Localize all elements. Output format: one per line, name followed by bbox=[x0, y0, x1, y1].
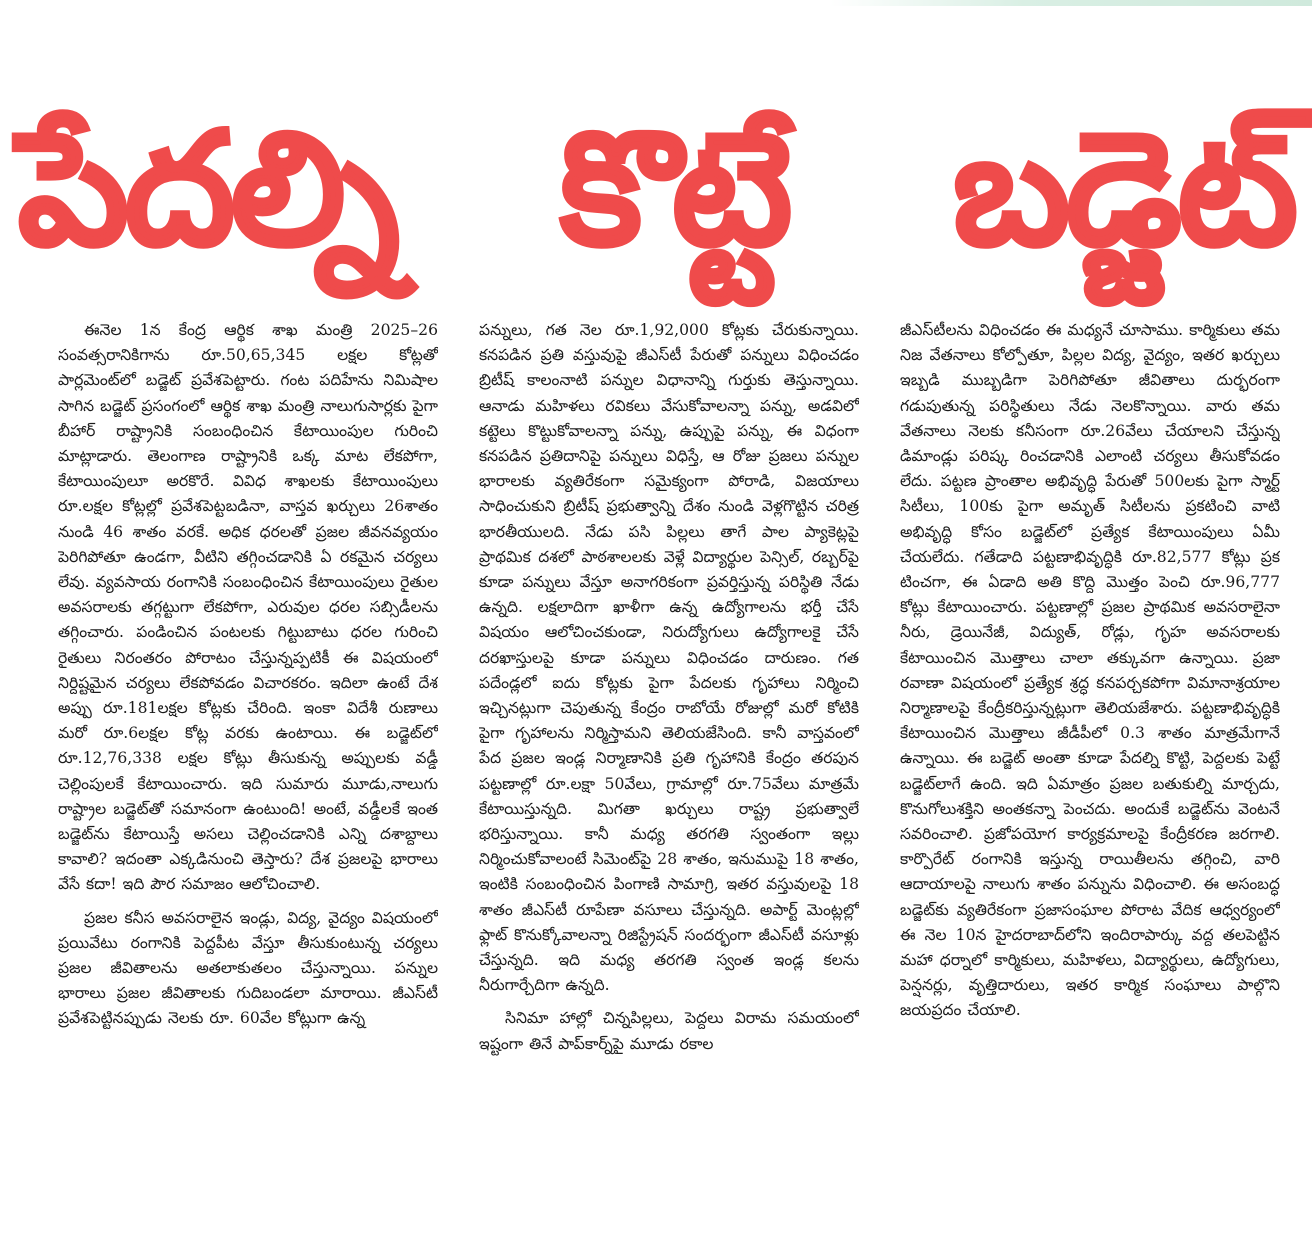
headline-word-3: బడ్జెట్ bbox=[953, 98, 1294, 281]
article-column-3 bbox=[900, 318, 1280, 1223]
top-color-strip bbox=[830, 0, 1312, 6]
headline-word-2: కొట్టే bbox=[560, 98, 789, 281]
article-body bbox=[58, 318, 1280, 1223]
article-paragraph: పన్నులు, గత నెల రూ.1,92,000 కోట్లకు చేరుకున్నాయి. కనపడిన ప్రతి వస్తువుపై జీఎస్‌టీ పేరుతో పన్నులు విధించడం బ్రిటీష్ కాలంనాటి పన్నుల విధానాన్ని గుర్తుకు తెస్తున్నాయి. ఆనాడు మహిళలు రవికలు వేసుకోవాలన్నా పన్ను, అడవిలో కట్టెలు కొట్టుకోవాలన్నా పన్ను, ఉప్పుపై పన్ను, ఈ విధంగా కనపడిన ప్రతిదానిపై పన్నులు విధిస్తే, ఆ రోజు ప్రజలు పన్నుల భారాలకు వ్యతిరేకంగా సమైక్యంగా పోరాడి, విజయాలు సాధించుకుని బ్రిటీష్ ప్రభుత్వాన్ని దేశం నుండి వెళ్లగొట్టిన చరిత్ర భారతీయులది. నేడు పసి పిల్లలు తాగే పాల ప్యాకెట్లపై ప్రాథమిక దశలో పాఠశాలలకు వెళ్లే విద్యార్థుల పెన్సిల్, రబ్బర్‌పై కూడా పన్నులు వేస్తూ అనాగరికంగా ప్రవర్తిస్తున్న పరిస్థితి నేడు ఉన్నది. లక్షలాదిగా ఖాళీగా ఉన్న ఉద్యోగాలను భర్తీ చేసే విషయం ఆలోచించకుండా, నిరుద్యోగులు ఉద్యోగాలకై చేసే దరఖాస్తులపై కూడా పన్నులు విధించడం దారుణం. గత పదేండ్లలో ఐదు కోట్లకు పైగా పేదలకు గృహాలు నిర్మించి ఇచ్చినట్లుగా చెపుతున్న కేంద్రం రాబోయే రోజుల్లో మరో కోటికి పైగా గృహాలను నిర్మిస్తామని తెలియజేసింది. కానీ వాస్తవంలో పేద ప్రజల ఇండ్ల నిర్మాణానికి ప్రతి గృహానికి కేంద్రం తరపున పట్టణాల్లో రూ.లక్షా 50వేలు, గ్రామాల్లో రూ.75వేలు మాత్రమే కేటాయిస్తున్నది. మిగతా ఖర్చులు రాష్ట్ర ప్రభుత్వాలే భరిస్తున్నాయి. కానీ మధ్య తరగతి స్వంతంగా ఇల్లు నిర్మించుకోవాలంటే సిమెంట్‌పై 28 శాతం, ఇనుముపై 18 శాతం, ఇంటికి సంబంధించిన పింగాణి సామాగ్రి, ఇతర వస్తువులపై 18 శాతం జీఎస్‌టీ రూపేణా వసూలు చేస్తున్నది. అపార్ట్ మెంట్లల్లో ఫ్లాట్ కొనుక్కోవాలన్నా రిజిస్ట్రేషన్ సందర్భంగా జీఎస్‌టీ వసూళ్లు చేస్తున్నది. ఇది మధ్య తరగతి స్వంత ఇండ్ల కలను నీరుగార్చేదిగా ఉన్నది. bbox=[479, 321, 859, 995]
article-column-2 bbox=[479, 318, 859, 1223]
headline bbox=[18, 39, 1294, 339]
article-column-1 bbox=[58, 318, 438, 1223]
headline-word-1: పేదల్ని bbox=[18, 98, 396, 281]
article-paragraph: సినిమా హాల్లో చిన్నపిల్లలు, పెద్దలు విరామ సమయంలో ఇష్టంగా తినే పాప్‌కార్న్‌పై మూడు రకాల bbox=[479, 1009, 859, 1053]
article-paragraph: జీఎస్‌టీలను విధించడం ఈ మధ్యనే చూసాము. కార్మికులు తమ నిజ వేతనాలు కోల్పోతూ, పిల్లల విద్య, వైద్యం, ఇతర ఖర్చులు ఇబ్బడి ముబ్బడిగా పెరిగిపోతూ జీవితాలు దుర్భరంగా గడుపుతున్న పరిస్థితులు నేడు నెలకొన్నాయి. వారు తమ వేతనాలు నెలకు కనీసంగా రూ.26వేలు చేయాలని చేస్తున్న డిమాండ్లు పరిష్క రించడానికి ఎలాంటి చర్యలు తీసుకోవడం లేదు. పట్టణ ప్రాంతాల అభివృద్ధి పేరుతో 500లకు పైగా స్మార్ట్ సిటీలు, 100కు పైగా అమృత్ సిటీలను ప్రకటించి వాటి అభివృద్ధి కోసం బడ్జెట్‌లో ప్రత్యేక కేటాయింపులు ఏమీ చేయలేదు. గతేడాది పట్టణాభివృద్ధికి రూ.82,577 కోట్లు ప్రక టించగా, ఈ ఏడాది అతి కొద్ది మొత్తం పెంచి రూ.96,777 కోట్లు కేటాయించారు. పట్టణాల్లో ప్రజల ప్రాథమిక అవసరాలైనా నీరు, డ్రెయినేజీ, విద్యుత్, రోడ్లు, గృహ అవసరాలకు కేటాయించిన మొత్తాలు చాలా తక్కువగా ఉన్నాయి. ప్రజా రవాణా విషయంలో ప్రత్యేక శ్రద్ధ కనపర్చకపోగా విమానాశ్రయాల నిర్మాణాలపై కేంద్రీకరిస్తున్నట్లుగా తెలియజేశారు. పట్టణాభివృద్ధికి కేటాయించిన మొత్తాలు జీడీపీలో 0.3 శాతం మాత్రమేగానే ఉన్నాయి. ఈ బడ్జెట్ అంతా కూడా పేదల్ని కొట్టి, పెద్దలకు పెట్టే బడ్జెట్‌లాగే ఉంది. ఇది ఏమాత్రం ప్రజల బతుకుల్ని మార్చదు, కొనుగోలుశక్తిని అంతకన్నా పెంచదు. అందుకే బడ్జెట్‌ను వెంటనే సవరించాలి. ప్రజోపయోగ కార్యక్రమాలపై కేంద్రీకరణ జరగాలి. కార్పొరేట్ రంగానికి ఇస్తున్న రాయితీలను తగ్గించి, వారి ఆదాయాలపై నాలుగు శాతం పన్నును విధించాలి. ఈ అసంబద్ధ బడ్జెట్‌కు వ్యతిరేకంగా ప్రజాసంఘాల పోరాట వేదిక ఆధ్వర్యంలో ఈ నెల 10న హైదరాబాద్‌లోని ఇందిరాపార్కు వద్ద తలపెట్టిన మహా ధర్నాలో కార్మికులు, మహిళలు, విద్యార్థులు, ఉద్యోగులు, పెన్షనర్లు, వృత్తిదారులు, ఇతర కార్మిక సంఘాలు పాల్గొని జయప్రదం చేయాలి. bbox=[900, 321, 1280, 1020]
article-paragraph: ప్రజల కనీస అవసరాలైన ఇండ్లు, విద్య, వైద్యం విషయంలో ప్రయివేటు రంగానికి పెద్దపీట వేస్తూ తీసుకుంటున్న చర్యలు ప్రజల జీవితాలను అతలాకుతలం చేస్తున్నాయి. పన్నుల భారాలు ప్రజల జీవితాలకు గుదిబండలా మారాయి. జీఎస్‌టీ ప్రవేశపెట్టినప్పుడు నెలకు రూ. 60వేల కోట్లుగా ఉన్న bbox=[58, 908, 438, 1028]
article-paragraph: ఈనెల 1న కేంద్ర ఆర్థిక శాఖ మంత్రి 2025–26 సంవత్సరానికిగాను రూ.50,65,345 లక్షల కోట్లతో పార్లమెంట్‌లో బడ్జెట్ ప్రవేశపెట్టారు. గంట పదిహేను నిమిషాల సాగిన బడ్జెట్ ప్రసంగంలో ఆర్థిక శాఖ మంత్రి నాలుగుసార్లకు పైగా బీహార్ రాష్ట్రానికి సంబంధించిన కేటాయింపుల గురించి మాట్లాడారు. తెలంగాణ రాష్ట్రానికి ఒక్క మాట లేకపోగా, కేటాయింపులూ అరకొరే. వివిధ శాఖలకు కేటాయింపులు రూ.లక్షల కోట్లల్లో ప్రవేశపెట్టబడినా, వాస్తవ ఖర్చులు 26శాతం నుండి 46 శాతం వరకే. అధిక ధరలతో ప్రజల జీవనవ్యయం పెరిగిపోతూ ఉండగా, వీటిని తగ్గించడానికి ఏ రకమైన చర్యలు లేవు. వ్యవసాయ రంగానికి సంబంధించిన కేటాయింపులు రైతుల అవసరాలకు తగ్గట్టుగా లేకపోగా, ఎరువుల ధరల సబ్సిడీలను తగ్గించారు. పండించిన పంటలకు గిట్టుబాటు ధరల గురించి రైతులు నిరంతరం పోరాటం చేస్తున్నప్పటికీ ఈ విషయంలో నిర్దిష్టమైన చర్యలు లేకపోవడం విచారకరం. ఇదిలా ఉంటే దేశ అప్పు రూ.181లక్షల కోట్లకు చేరింది. ఇంకా విదేశీ రుణాలు మరో రూ.6లక్షల కోట్ల వరకు ఉంటాయి. ఈ బడ్జెట్‌లో రూ.12,76,338 లక్షల కోట్లు తీసుకున్న అప్పులకు వడ్డీ చెల్లింపులకే కేటాయించారు. ఇది సుమారు మూడు,నాలుగు రాష్ట్రాల బడ్జెట్‌తో సమానంగా ఉంటుంది! అంటే, వడ్డీలకే ఇంత బడ్జెట్‌ను కేటాయిస్తే అసలు చెల్లించడానికి ఎన్ని దశాబ్దాలు కావాలి? ఇదంతా ఎక్కడినుంచి తెస్తారు? దేశ ప్రజలపై భారాలు వేసే కదా! ఇది పౌర సమాజం ఆలోచించాలి. bbox=[58, 321, 438, 894]
